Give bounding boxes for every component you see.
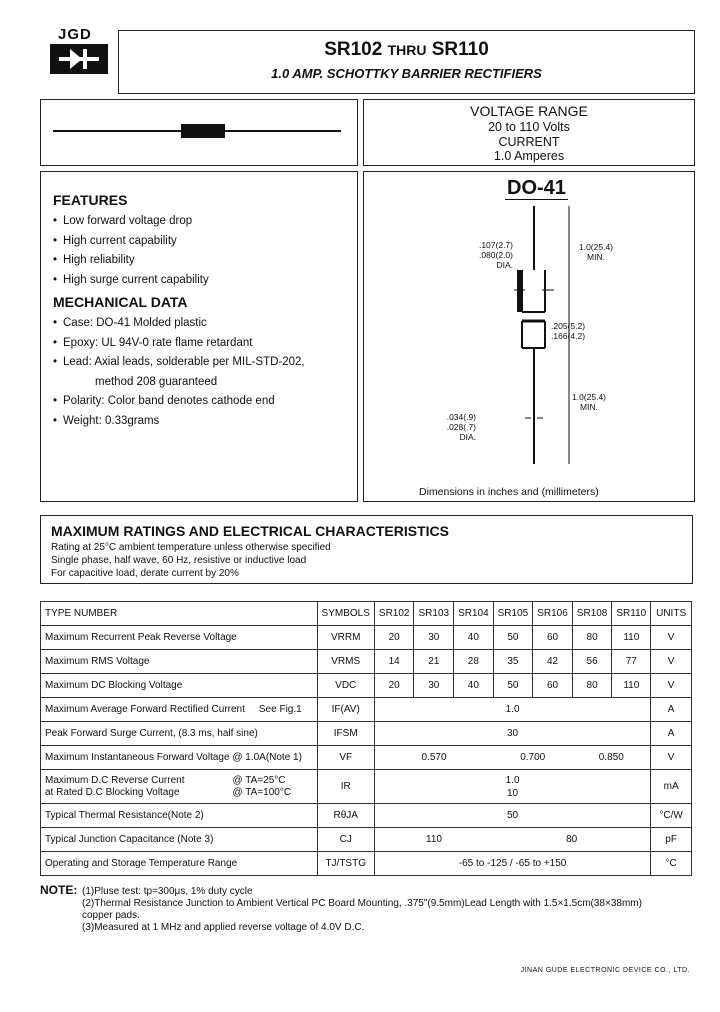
list-item: • Epoxy: UL 94V-0 rate flame retardant bbox=[53, 336, 253, 349]
voltage-range-value: 20 to 110 Volts bbox=[488, 120, 570, 134]
list-item: • Low forward voltage drop bbox=[53, 215, 193, 227]
table-row: Maximum Recurrent Peak Reverse Voltage VRRM 20 30 40 50 60 80 110 V bbox=[41, 626, 692, 650]
list-item: method 208 guaranteed bbox=[95, 375, 218, 388]
table-row: Maximum Average Forward Rectified Current See Fig.1 IF(AV) 1.0 A bbox=[41, 698, 692, 722]
current-title: CURRENT bbox=[498, 135, 560, 149]
table-row: Maximum D.C Reverse Current @ TA=25°C at Rated D.C Blocking Voltage @ TA=100°C IR 1.0 10 mA bbox=[41, 770, 692, 804]
header-type: TYPE NUMBER bbox=[41, 602, 318, 626]
table-row: Maximum Instantaneous Forward Voltage @ 1.0A(Note 1) VF 0.570 0.700 0.850 V bbox=[41, 746, 692, 770]
brand-name: JGD bbox=[58, 26, 92, 43]
dim-body: .205(5.2) .166(4.2) bbox=[551, 321, 586, 341]
ratings-title: MAXIMUM RATINGS AND ELECTRICAL CHARACTERISTICS bbox=[51, 523, 449, 539]
part-from: SR102 bbox=[324, 39, 383, 60]
header-model: SR104 bbox=[454, 602, 494, 626]
dim-lead-dia: .107(2.7) .080(2.0) DIA. bbox=[478, 240, 513, 270]
page-subtitle: 1.0 AMP. SCHOTTKY BARRIER RECTIFIERS bbox=[271, 66, 542, 81]
diode-drawing bbox=[41, 100, 359, 167]
notes bbox=[40, 884, 710, 934]
thru-label: THRU bbox=[387, 42, 427, 58]
table-header-row bbox=[41, 602, 692, 626]
table-row: Maximum DC Blocking Voltage VDC 20 30 40 50 60 80 110 V bbox=[41, 674, 692, 698]
header-units: UNITS bbox=[651, 602, 692, 626]
header-model: SR105 bbox=[493, 602, 533, 626]
header-model: SR102 bbox=[374, 602, 414, 626]
list-item: • Weight: 0.33grams bbox=[53, 414, 160, 427]
dimensions-caption: Dimensions in inches and (millimeters) bbox=[419, 486, 599, 498]
ratings-conditions: Rating at 25°C ambient temperature unless otherwise specified Single phase, half wave, 60 Hz, resistive or inductive load For capacitive load, derate current by 20% bbox=[51, 542, 331, 579]
note-2: (2)Thermal Resistance Junction to Ambient Vertical PC Board Mounting, .375"(9.5mm)Lead Length with 1.5×1.5cm(38×38mm) bbox=[82, 898, 642, 909]
header-model: SR103 bbox=[414, 602, 454, 626]
current-value: 1.0 Amperes bbox=[493, 149, 565, 163]
mechanical-title: MECHANICAL DATA bbox=[53, 294, 188, 310]
note-1: (1)Pluse test: tp=300μs, 1% duty cycle bbox=[82, 886, 253, 897]
header-model: SR108 bbox=[572, 602, 612, 626]
package-dimension-drawing bbox=[364, 172, 696, 503]
table-row: Operating and Storage Temperature Range TJ/TSTG -65 to -125 / -65 to +150 °C bbox=[41, 852, 692, 876]
voltage-range-title: VOLTAGE RANGE bbox=[470, 103, 588, 119]
part-to: SR110 bbox=[431, 39, 489, 60]
title-box bbox=[118, 30, 695, 94]
notes-label: NOTE: bbox=[40, 883, 78, 897]
header-model: SR110 bbox=[612, 602, 651, 626]
table-row: Maximum RMS Voltage VRMS 14 21 28 35 42 56 77 V bbox=[41, 650, 692, 674]
list-item: • Case: DO-41 Molded plastic bbox=[53, 317, 207, 329]
table-row: Peak Forward Surge Current, (8.3 ms, half sine) IFSM 30 A bbox=[41, 722, 692, 746]
features-list bbox=[53, 212, 353, 290]
header-model: SR106 bbox=[533, 602, 573, 626]
page-title bbox=[119, 39, 694, 61]
list-item: • Lead: Axial leads, solderable per MIL-STD-202, bbox=[53, 356, 305, 368]
mechanical-list bbox=[53, 314, 353, 431]
ratings-box bbox=[40, 515, 693, 584]
features-title: FEATURES bbox=[53, 192, 128, 208]
features-box bbox=[40, 171, 358, 502]
voltage-range-box bbox=[363, 99, 695, 166]
header-symbols: SYMBOLS bbox=[317, 602, 374, 626]
dim-len-bot: 1.0(25.4) MIN. bbox=[571, 392, 607, 412]
package-name: DO-41 bbox=[507, 177, 566, 199]
list-item: • High surge current capability bbox=[53, 273, 209, 286]
note-3: (3)Measured at 1 MHz and applied reverse voltage of 4.0V D.C. bbox=[82, 922, 365, 933]
footer-company: JINAN GUDE ELECTRONIC DEVICE CO., LTD. bbox=[520, 967, 690, 974]
table-row: Typical Junction Capacitance (Note 3) CJ 110 80 pF bbox=[41, 828, 692, 852]
list-item: • High current capability bbox=[53, 234, 177, 247]
spec-table bbox=[40, 601, 692, 876]
diode-image-box bbox=[40, 99, 358, 166]
dim-wire-dia: .034(.9) .028(.7) DIA. bbox=[446, 412, 476, 442]
list-item: • Polarity: Color band denotes cathode end bbox=[53, 395, 275, 407]
dim-len-top: 1.0(25.4) MIN. bbox=[578, 242, 614, 262]
logo-icon bbox=[50, 44, 108, 74]
list-item: • High reliability bbox=[53, 254, 135, 266]
package-box bbox=[363, 171, 695, 502]
table-row: Typical Thermal Resistance(Note 2) RθJA 50 °C/W bbox=[41, 804, 692, 828]
note-2-cont: copper pads. bbox=[82, 910, 140, 921]
